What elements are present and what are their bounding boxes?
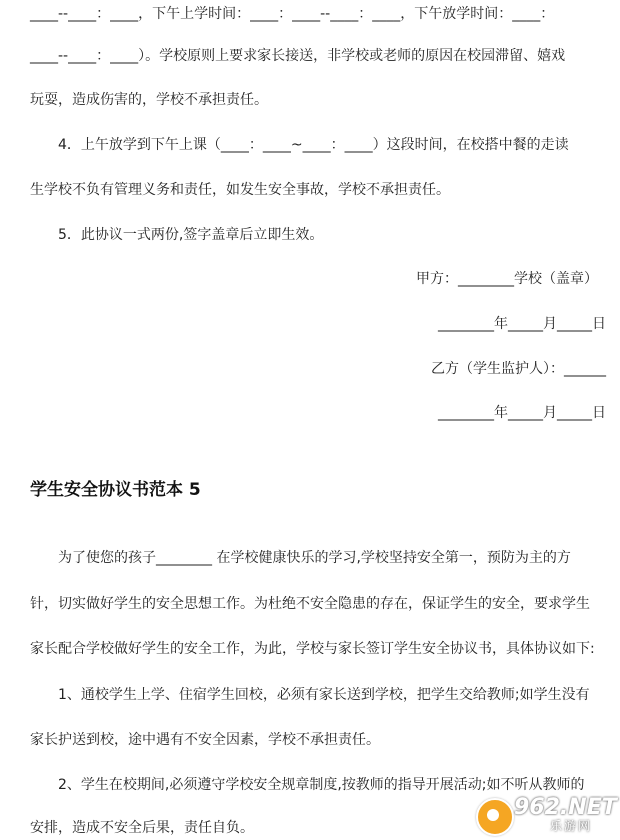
paragraph-line: ____--____：____）。学校原则上要求家长接送，非学校或老师的原因在校园滞留、嬉戏	[30, 48, 566, 64]
intro-line: 为了使您的孩子________ 在学校健康快乐的学习,学校坚持安全第一，预防为主的方	[58, 550, 571, 566]
section-heading: 学生安全协议书范本 5	[30, 480, 201, 500]
intro-line: 针，切实做好学生的安全思想工作。为杜绝不安全隐患的存在，保证学生的安全，要求学生	[30, 596, 590, 612]
party-a-date: ________年_____月_____日	[438, 316, 606, 332]
clause-1-line: 1、通校学生上学、住宿学生回校，必须有家长送到学校，把学生交给教师;如学生没有	[58, 687, 590, 703]
clause-5: 5．此协议一式两份,签字盖章后立即生效。	[58, 227, 324, 243]
site-watermark	[476, 794, 617, 836]
watermark-brand: 962.NET	[514, 795, 617, 820]
clause-1-line: 家长护送到校，途中遇有不安全因素，学校不承担责任。	[30, 732, 380, 748]
paragraph-line: ____--____：____，下午上学时间：____：____--____：____，下午放学时间：____：	[30, 6, 555, 22]
party-b-date: ________年_____月_____日	[438, 405, 606, 421]
clause-4-line: 生学校不负有管理义务和责任，如发生安全事故，学校不承担责任。	[30, 182, 450, 198]
paragraph-line: 玩耍，造成伤害的，学校不承担责任。	[30, 92, 268, 108]
party-b-signature: 乙方（学生监护人）：______	[431, 361, 606, 377]
intro-line: 家长配合学校做好学生的安全工作，为此，学校与家长签订学生安全协议书，具体协议如下:	[30, 641, 595, 657]
clause-2-line: 2、学生在校期间,必须遵守学校安全规章制度,按教师的指导开展活动;如不听从教师的	[58, 777, 585, 793]
clause-2-line: 安排，造成不安全后果，责任自负。	[30, 820, 254, 836]
party-a-signature: 甲方：________学校（盖章）	[416, 271, 598, 287]
watermark-logo-icon	[476, 798, 514, 836]
clause-4-line: 4．上午放学到下午上课（____：____~____：____）这段时间，在校搭中餐的走读	[58, 137, 569, 153]
watermark-subtitle: 乐游网	[550, 819, 593, 833]
